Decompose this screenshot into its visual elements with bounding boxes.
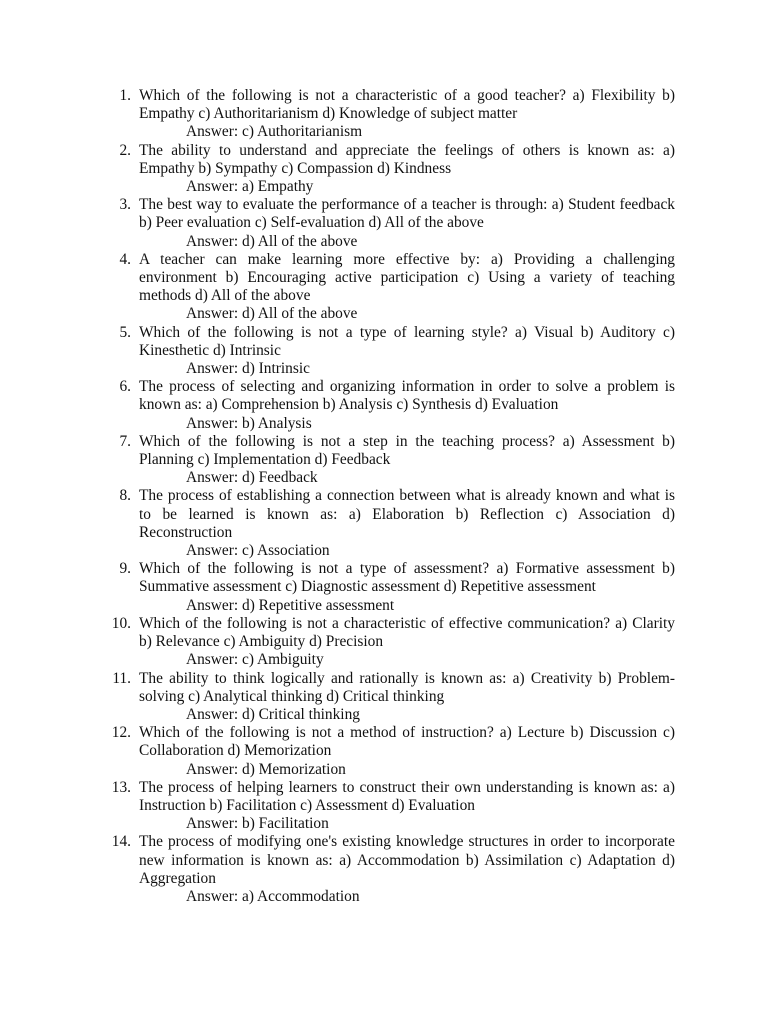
question-number: 10. [111, 614, 131, 632]
question-item-3 [102, 196, 675, 251]
question-answer: Answer: c) Authoritarianism [186, 123, 363, 141]
question-item-12 [102, 724, 675, 779]
question-text: The process of selecting and organizing information in order to solve a problem is known as: a) Comprehension b) Analysis c) Synthesis d) Evaluation [139, 378, 675, 414]
question-answer: Answer: a) Accommodation [186, 887, 360, 905]
question-item-13 [102, 779, 675, 834]
question-answer: Answer: d) All of the above [186, 305, 358, 323]
question-item-8 [102, 487, 675, 560]
question-answer: Answer: b) Analysis [186, 414, 312, 432]
question-number: 11. [112, 669, 131, 687]
question-text: Which of the following is not a type of assessment? a) Formative assessment b) Summative assessment c) Diagnostic assessment d) Repetitive assessment [139, 560, 675, 596]
question-text: The process of establishing a connection between what is already known and what is to be learned is known as: a) Elaboration b) Reflection c) Association d) Reconstruction [139, 487, 675, 541]
question-number: 3. [119, 196, 131, 214]
question-answer: Answer: c) Association [186, 542, 330, 560]
question-answer: Answer: d) Intrinsic [186, 360, 310, 378]
question-text: The ability to understand and appreciate the feelings of others is known as: a) Empathy b) Sympathy c) Compassion d) Kindness [139, 141, 675, 177]
question-item-11 [102, 670, 675, 725]
question-answer: Answer: b) Facilitation [186, 815, 329, 833]
question-answer: Answer: a) Empathy [186, 178, 314, 196]
question-text: The process of helping learners to construct their own understanding is known as: a) Instruction b) Facilitation c) Assessment d) Evaluation [139, 778, 675, 814]
question-number: 4. [119, 250, 131, 268]
question-number: 9. [119, 560, 131, 578]
question-number: 7. [119, 432, 131, 450]
question-text: Which of the following is not a method of instruction? a) Lecture b) Discussion c) Collaboration d) Memorization [139, 724, 675, 760]
question-text: Which of the following is not a type of learning style? a) Visual b) Auditory c) Kinesthetic d) Intrinsic [139, 323, 675, 359]
question-list [102, 87, 675, 906]
question-item-7 [102, 433, 675, 488]
question-number: 13. [111, 778, 131, 796]
question-number: 8. [119, 487, 131, 505]
question-text: A teacher can make learning more effective by: a) Providing a challenging environment b) Encouraging active participation c) Using a variety of teaching methods d) All of the above [139, 250, 675, 305]
question-answer: Answer: d) Critical thinking [186, 705, 360, 723]
question-text: Which of the following is not a characteristic of effective communication? a) Clarity b) Relevance c) Ambiguity d) Precision [139, 614, 675, 651]
question-number: 12. [111, 724, 131, 742]
question-number: 5. [119, 323, 131, 341]
question-item-9 [102, 560, 675, 615]
question-number: 2. [119, 141, 131, 159]
question-number: 6. [119, 378, 131, 396]
question-item-4 [102, 251, 675, 324]
question-text: Which of the following is not a step in the teaching process? a) Assessment b) Planning c) Implementation d) Feedback [139, 432, 675, 469]
question-number: 1. [119, 87, 131, 104]
question-answer: Answer: d) Repetitive assessment [186, 596, 395, 614]
question-item-6 [102, 378, 675, 433]
question-answer: Answer: d) Feedback [186, 469, 318, 487]
question-item-10 [102, 615, 675, 670]
question-text: The best way to evaluate the performance of a teacher is through: a) Student feedback b) Peer evaluation c) Self-evaluation d) All of the above [139, 196, 675, 232]
question-item-1 [102, 87, 675, 142]
question-item-5 [102, 324, 675, 379]
question-text: Which of the following is not a characteristic of a good teacher? a) Flexibility b) Empathy c) Authoritarianism d) Knowledge of subject matter [139, 87, 675, 123]
question-text: The ability to think logically and rationally is known as: a) Creativity b) Problem-solving c) Analytical thinking d) Critical thinking [139, 669, 675, 705]
question-item-14 [102, 833, 675, 906]
question-answer: Answer: d) All of the above [186, 232, 358, 250]
question-number: 14. [111, 833, 131, 851]
question-item-2 [102, 142, 675, 197]
question-answer: Answer: d) Memorization [186, 760, 346, 778]
question-text: The process of modifying one's existing knowledge structures in order to incorporate new information is known as: a) Accommodation b) Assimilation c) Adaptation d) Aggregation [139, 833, 675, 887]
question-answer: Answer: c) Ambiguity [186, 651, 324, 669]
